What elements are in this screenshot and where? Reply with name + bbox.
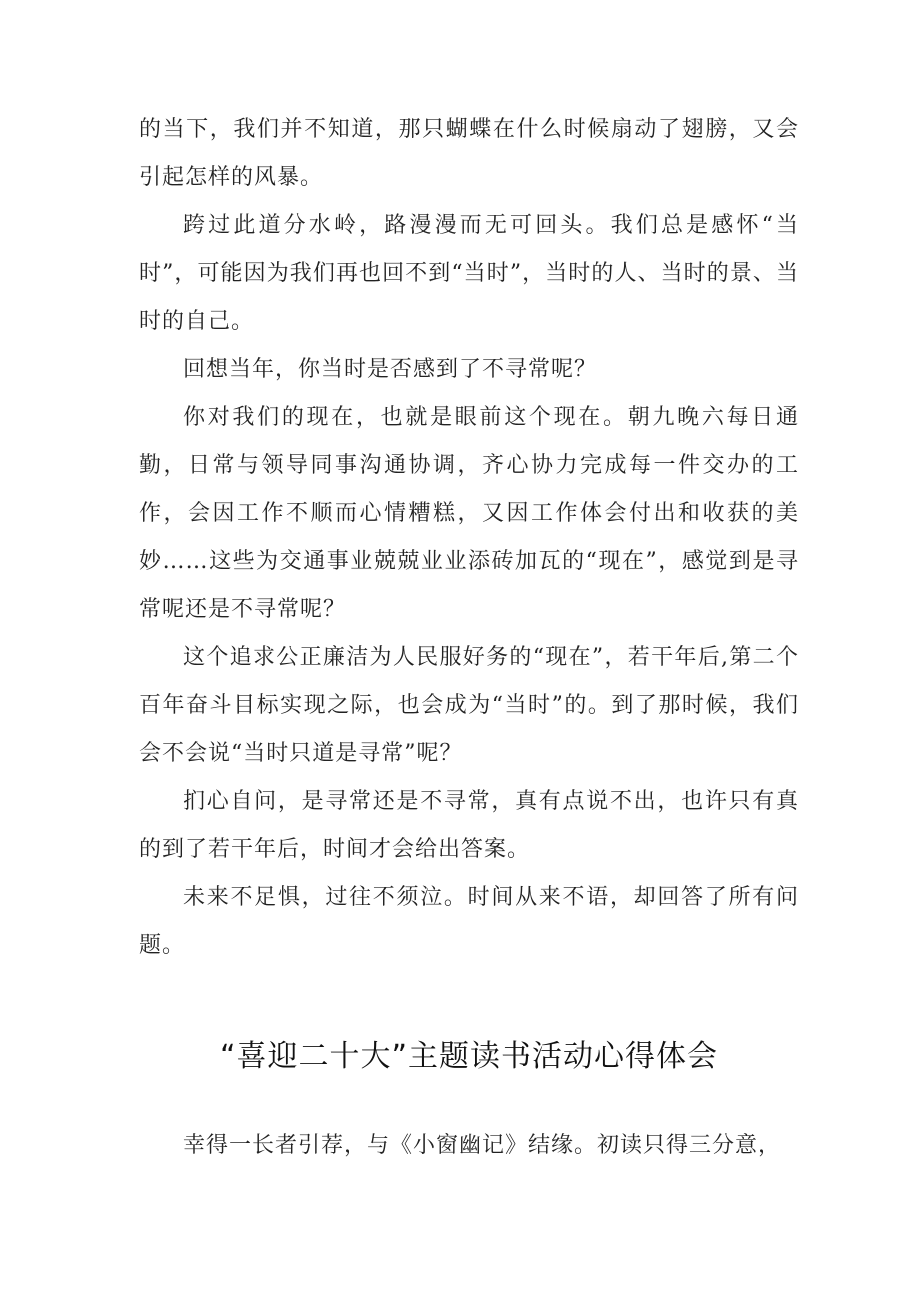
paragraph-self-question: 扪心自问，是寻常还是不寻常，真有点说不出，也许只有真的到了若干年后，时间才会给出答案。 bbox=[139, 789, 799, 862]
section-first-paragraph: 幸得一长者引荐，与《小窗幽记》结缘。初读只得三分意， bbox=[183, 1133, 782, 1158]
paragraph-continuation: 的当下，我们并不知道，那只蝴蝶在什么时候扇动了翅膀，又会引起怎样的风暴。 bbox=[139, 117, 799, 190]
document-page bbox=[139, 106, 799, 1170]
paragraph-future-now: 这个追求公正廉洁为人民服好务的“现在”，若干年后,第二个百年奋斗目标实现之际，也会成为“当时”的。到了那时候，我们会不会说“当时只道是寻常”呢？ bbox=[139, 645, 799, 766]
paragraph-conclusion: 未来不足惧，过往不须泣。时间从来不语，却回答了所有问题。 bbox=[139, 885, 799, 958]
paragraph-present: 你对我们的现在，也就是眼前这个现在。朝九晚六每日通勤，日常与领导同事沟通协调，齐心协力完成每一件交办的工作，会因工作不顺而心情糟糕，又因工作体会付出和收获的美妙……这些为交通事业兢兢业业添砖加瓦的“现在”，感觉到是寻常呢还是不寻常呢？ bbox=[139, 405, 799, 622]
paragraph-watershed: 跨过此道分水岭，路漫漫而无可回头。我们总是感怀“当时”，可能因为我们再也回不到“当时”，当时的人、当时的景、当时的自己。 bbox=[139, 213, 799, 334]
paragraph-recall: 回想当年，你当时是否感到了不寻常呢？ bbox=[183, 357, 598, 382]
section-title: “喜迎二十大”主题读书活动心得体会 bbox=[219, 1039, 719, 1074]
